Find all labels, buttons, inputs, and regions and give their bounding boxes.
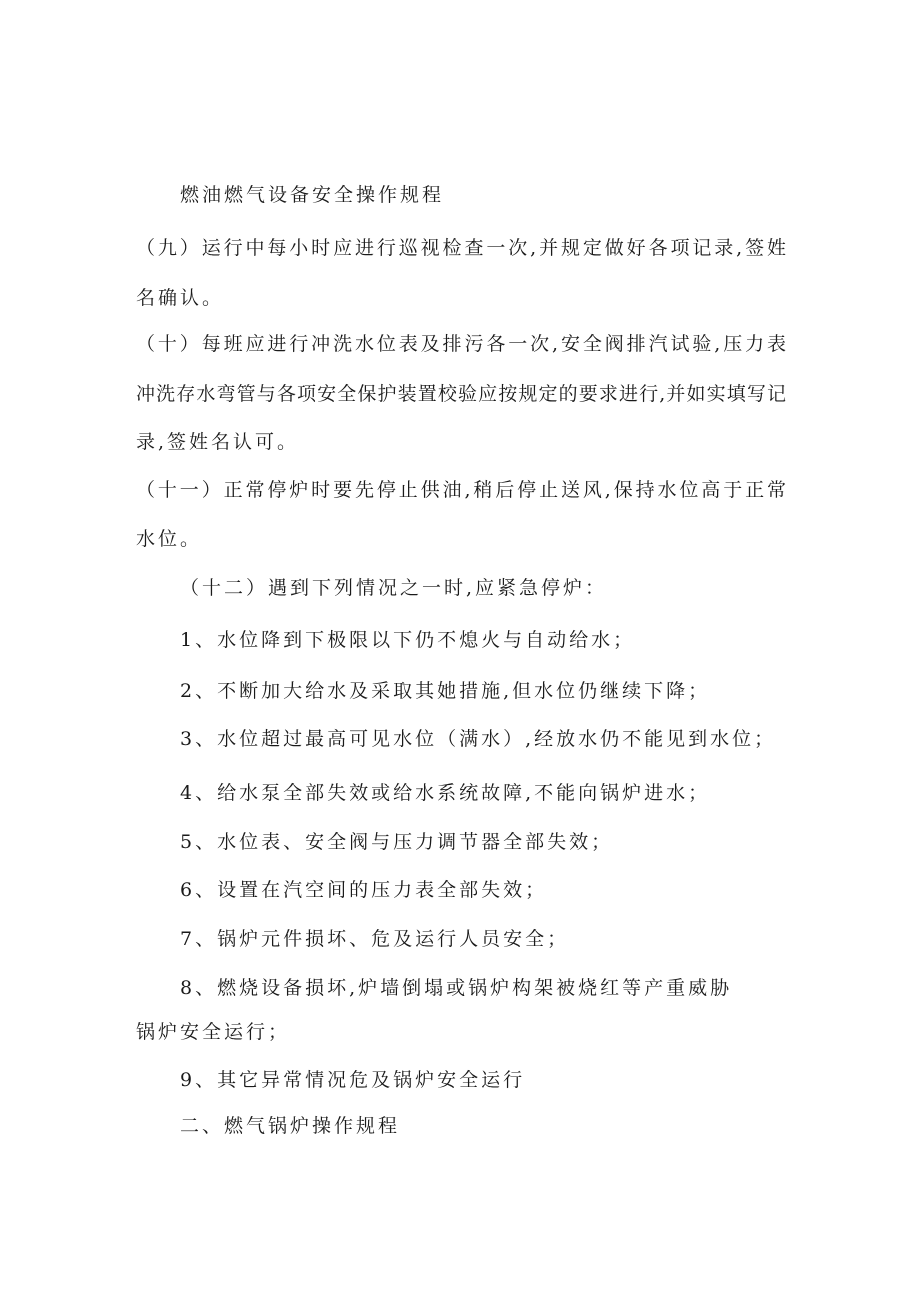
list-item-3: 3、水位超过最高可见水位（满水）,经放水仍不能见到水位； [180,728,777,750]
paragraph-9-line-2: 名确认。 [136,287,225,309]
paragraph-10-line-1: （十）每班应进行冲洗水位表及排污各一次,安全阀排汽试验,压力表 [136,333,786,355]
list-item-6: 6、设置在汽空间的压力表全部失效； [180,879,548,901]
list-item-8: 8、燃烧设备损坏,炉墙倒塌或锅炉构架被烧红等产重威胁 [180,977,733,999]
list-item-1: 1、水位降到下极限以下仍不熄火与自动给水； [180,629,636,651]
section-heading: 二、燃气锅炉操作规程 [180,1115,401,1137]
document-title: 燃油燃气设备安全操作规程 [180,184,445,206]
list-item-9: 9、其它异常情况危及锅炉安全运行 [180,1069,526,1091]
paragraph-11-line-1: （十一）正常停炉时要先停止供油,稍后停止送风,保持水位高于正常 [136,479,786,501]
list-item-7: 7、锅炉元件损坏、危及运行人员安全； [180,928,570,950]
paragraph-10-line-2: 冲洗存水弯管与各项安全保护装置校验应按规定的要求进行,并如实填写记 [136,383,786,405]
list-item-2: 2、不断加大给水及采取其她措施,但水位仍继续下降； [180,680,711,702]
paragraph-9-line-1: （九）运行中每小时应进行巡视检查一次,并规定做好各项记录,签姓 [136,237,786,259]
paragraph-11-line-2: 水位。 [136,528,203,550]
list-item-8-continuation: 锅炉安全运行； [136,1021,291,1043]
paragraph-12-line-1: （十二）遇到下列情况之一时,应紧急停炉： [180,577,608,599]
list-item-4: 4、给水泵全部失效或给水系统故障,不能向锅炉进水； [180,782,711,804]
list-item-5: 5、水位表、安全阀与压力调节器全部失效； [180,831,614,853]
paragraph-10-line-3: 录,签姓名认可。 [136,431,300,453]
